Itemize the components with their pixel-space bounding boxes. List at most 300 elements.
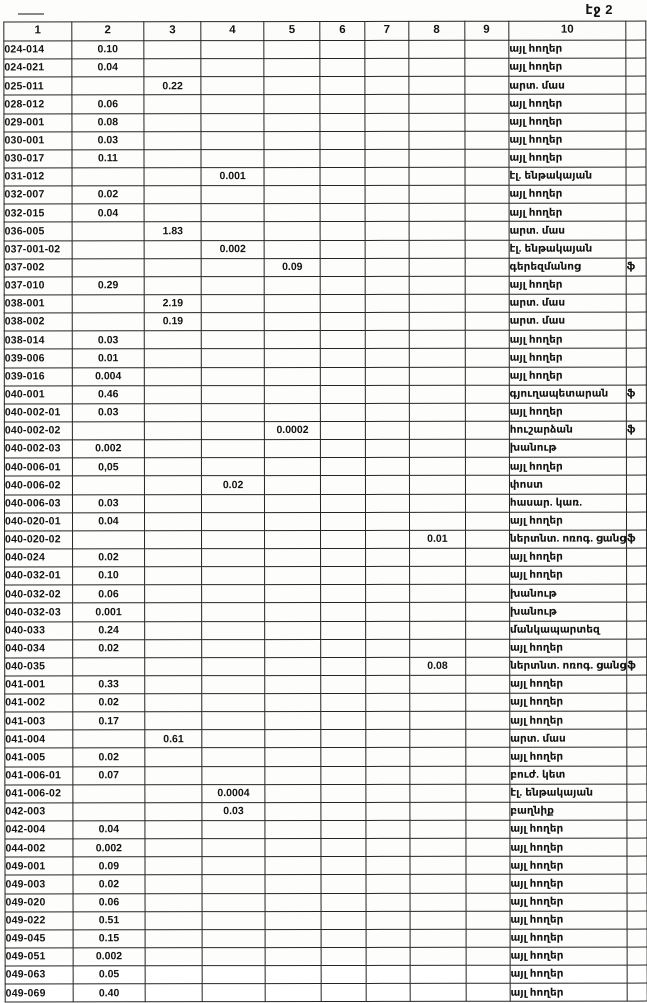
area-value-cell (320, 113, 364, 131)
area-value-cell: 0.05 (73, 966, 145, 984)
margin-empty (626, 330, 646, 348)
parcel-code: 040-035 (5, 658, 73, 676)
area-value-cell (465, 494, 509, 512)
area-value-cell (202, 494, 265, 512)
area-value-cell: 0.03 (72, 331, 144, 349)
area-value-cell: 0.002 (72, 440, 144, 458)
margin-empty (627, 748, 647, 766)
column-header: 3 (144, 22, 201, 41)
area-value-cell (144, 204, 201, 222)
area-value-cell (321, 585, 365, 603)
area-value-cell (145, 821, 202, 839)
margin-empty (627, 965, 647, 983)
area-value-cell (265, 966, 322, 984)
area-value-cell (144, 113, 201, 131)
area-value-cell (409, 58, 464, 76)
area-value-cell (465, 421, 509, 439)
area-value-cell (321, 567, 365, 585)
land-use-label: հասար. կառ. (509, 494, 626, 512)
land-use-label: խանութ (509, 602, 626, 620)
area-value-cell (321, 258, 365, 276)
area-value-cell (145, 712, 202, 730)
margin-empty (626, 94, 646, 112)
margin-empty (626, 240, 646, 258)
area-value-cell (145, 621, 202, 639)
area-value-cell (321, 349, 365, 367)
area-value-cell (145, 893, 202, 911)
area-value-cell (321, 512, 365, 530)
area-value-cell (202, 567, 265, 585)
area-value-cell (145, 603, 202, 621)
area-value-cell (144, 258, 201, 276)
area-value-cell (365, 349, 409, 367)
table-row (4, 40, 646, 59)
margin-annotation-mark: ֆ (626, 385, 646, 403)
land-use-label: այլ հողեր (510, 965, 627, 983)
area-value-cell (409, 331, 464, 349)
table-body (4, 40, 647, 1002)
area-value-cell (144, 41, 201, 59)
area-value-cell: 0.03 (72, 494, 144, 512)
parcel-code: 049-069 (5, 984, 73, 1002)
area-value-cell (365, 530, 409, 548)
area-value-cell (202, 512, 265, 530)
area-value-cell (365, 566, 409, 584)
parcel-code: 040-002-02 (4, 422, 72, 440)
area-value-cell (144, 458, 201, 476)
area-value-cell (410, 585, 465, 603)
area-value-cell (73, 730, 145, 748)
area-value-cell (321, 222, 365, 240)
area-value-cell: 0.002 (73, 948, 145, 966)
area-value-cell (72, 295, 144, 313)
area-value-cell (409, 312, 464, 330)
area-value-cell (321, 911, 365, 929)
area-value-cell (264, 476, 321, 494)
area-value-cell (265, 639, 322, 657)
area-value-cell (366, 730, 410, 748)
land-use-label: գյուղապետարան (509, 385, 626, 403)
margin-empty (627, 802, 647, 820)
area-value-cell (465, 294, 509, 312)
parcel-code: 037-010 (4, 277, 72, 295)
area-value-cell: 0.04 (73, 821, 145, 839)
area-value-cell (465, 312, 509, 330)
land-use-label: այլ հողեր (509, 185, 626, 203)
table-row (4, 385, 646, 404)
parcel-code: 049-003 (5, 875, 73, 893)
area-value-cell (409, 367, 464, 385)
area-value-cell (409, 185, 464, 203)
area-value-cell (465, 439, 509, 457)
parcel-code: 041-005 (5, 748, 73, 766)
area-value-cell (320, 167, 364, 185)
land-use-label: այլ հողեր (509, 367, 626, 385)
margin-empty (627, 457, 647, 475)
area-value-cell (365, 476, 409, 494)
table-row (5, 566, 647, 585)
area-value-cell (264, 512, 321, 530)
area-value-cell (466, 911, 510, 929)
area-value-cell (366, 984, 410, 1002)
area-value-cell: 0.29 (72, 277, 144, 295)
parcel-code: 049-001 (5, 857, 73, 875)
land-use-label: այլ հողեր (510, 893, 627, 911)
table-row (5, 584, 647, 603)
margin-empty (627, 494, 647, 512)
area-value-cell (466, 947, 510, 965)
area-value-cell (465, 330, 509, 348)
land-use-label: այլ հողեր (509, 403, 626, 421)
land-use-label: բուժ. կետ (510, 766, 627, 784)
area-value-cell (465, 530, 509, 548)
land-use-label: արտ. մաս (509, 312, 626, 330)
margin-empty (626, 312, 646, 330)
parcel-code: 040-002-03 (4, 440, 72, 458)
land-use-label: արտ. մաս (510, 729, 627, 747)
parcel-code: 041-006-02 (5, 785, 73, 803)
table-row (5, 530, 647, 549)
margin-empty (627, 566, 647, 584)
area-value-cell (264, 313, 321, 331)
land-use-label: էլ. ենթակայան (509, 240, 626, 258)
area-value-cell (144, 240, 201, 258)
table-row (4, 221, 646, 240)
land-use-label: այլ հողեր (509, 203, 626, 221)
table-row (5, 729, 647, 748)
area-value-cell (466, 965, 510, 983)
area-value-cell (321, 820, 365, 838)
area-value-cell: 0.001 (72, 603, 144, 621)
area-value-cell (202, 639, 265, 657)
area-value-cell (202, 875, 265, 893)
area-value-cell (409, 77, 464, 95)
area-value-cell (144, 494, 201, 512)
table-row (4, 94, 646, 113)
parcel-code: 039-016 (4, 367, 72, 385)
area-value-cell (264, 567, 321, 585)
land-use-label: այլ հողեր (510, 693, 627, 711)
area-value-cell (464, 40, 508, 58)
area-value-cell (465, 838, 509, 856)
area-value-cell (265, 948, 322, 966)
table-row (4, 421, 646, 440)
table-row (4, 403, 646, 422)
area-value-cell (145, 911, 202, 929)
area-value-cell (366, 802, 410, 820)
area-value-cell (409, 258, 464, 276)
area-value-cell (410, 693, 465, 711)
area-value-cell (265, 766, 322, 784)
area-value-cell (264, 349, 321, 367)
area-value-cell (410, 603, 465, 621)
area-value-cell (145, 585, 202, 603)
area-value-cell (264, 131, 321, 149)
table-row (4, 258, 646, 277)
area-value-cell (409, 95, 464, 113)
area-value-cell (321, 675, 365, 693)
area-value-cell (365, 204, 409, 222)
parcel-code: 038-014 (4, 331, 72, 349)
area-value-cell (465, 730, 509, 748)
land-use-label: այլ հողեր (509, 512, 626, 530)
area-value-cell (465, 802, 509, 820)
area-value-cell: 0.46 (72, 385, 144, 403)
area-value-cell (321, 367, 365, 385)
area-value-cell (145, 549, 202, 567)
land-use-label: ներտնտ. ոռոգ. ցանց (509, 530, 626, 548)
area-value-cell (202, 530, 265, 548)
area-value-cell (409, 222, 464, 240)
parcel-code: 037-001-02 (4, 240, 72, 258)
area-value-cell (72, 222, 144, 240)
area-value-cell (144, 186, 201, 204)
area-value-cell (264, 621, 321, 639)
area-value-cell (466, 875, 510, 893)
area-value-cell (366, 929, 410, 947)
parcel-code: 024-021 (4, 59, 72, 77)
area-value-cell (72, 476, 144, 494)
table-row (4, 457, 646, 476)
margin-empty (626, 203, 646, 221)
parcel-code: 041-002 (5, 694, 73, 712)
area-value-cell (366, 893, 410, 911)
margin-empty (626, 403, 646, 421)
table-row (5, 983, 647, 1002)
area-value-cell (145, 839, 202, 857)
area-value-cell (365, 675, 409, 693)
area-value-cell (465, 657, 509, 675)
area-value-cell (202, 748, 265, 766)
area-value-cell (72, 313, 144, 331)
margin-empty (626, 58, 646, 76)
area-value-cell (410, 639, 465, 657)
area-value-cell: 0.04 (72, 59, 144, 77)
area-value-cell (465, 675, 509, 693)
area-value-cell (264, 530, 321, 548)
area-value-cell (264, 294, 321, 312)
area-value-cell: 0.001 (201, 168, 264, 186)
area-value-cell (465, 621, 509, 639)
area-value-cell (365, 77, 409, 95)
land-use-label: այլ հողեր (510, 639, 627, 657)
margin-empty (626, 367, 646, 385)
area-value-cell (465, 512, 509, 530)
area-value-cell (145, 567, 202, 585)
page-number-label: էջ 2 (585, 2, 613, 17)
area-value-cell (265, 748, 322, 766)
area-value-cell (321, 494, 365, 512)
area-value-cell: 0.07 (73, 766, 145, 784)
area-value-cell (465, 566, 509, 584)
area-value-cell (464, 77, 508, 95)
area-value-cell (409, 113, 464, 131)
area-value-cell (322, 947, 366, 965)
area-value-cell (202, 911, 265, 929)
area-value-cell (409, 240, 464, 258)
area-value-cell (73, 803, 145, 821)
area-value-cell (202, 694, 265, 712)
area-value-cell (72, 258, 144, 276)
table-row (5, 602, 647, 621)
area-value-cell: 0.02 (72, 549, 144, 567)
area-value-cell (465, 476, 509, 494)
margin-empty (627, 584, 647, 602)
table-row (5, 856, 647, 875)
area-value-cell (321, 875, 365, 893)
margin-empty (626, 276, 646, 294)
table-row (5, 711, 647, 730)
area-value-cell (202, 385, 265, 403)
area-value-cell (265, 821, 322, 839)
land-use-label: այլ հողեր (509, 95, 626, 113)
area-value-cell (321, 839, 365, 857)
area-value-cell (465, 603, 509, 621)
land-use-label: էլ. ենթակայան (510, 784, 627, 802)
area-value-cell (365, 548, 409, 566)
land-use-label: այլ հողեր (509, 131, 626, 149)
land-use-label: բաղնիք (510, 802, 627, 820)
table-row (5, 766, 647, 785)
area-value-cell (365, 258, 409, 276)
area-value-cell (145, 676, 202, 694)
area-value-cell: 1.83 (144, 222, 201, 240)
table-row (4, 294, 646, 313)
land-use-label: այլ հողեր (510, 947, 627, 965)
area-value-cell (264, 77, 321, 95)
table-row (5, 512, 647, 531)
area-value-cell (465, 693, 509, 711)
area-value-cell (201, 113, 264, 131)
margin-empty (627, 947, 647, 965)
land-use-label: այլ հողեր (510, 911, 627, 929)
area-value-cell (145, 766, 202, 784)
margin-empty (627, 983, 647, 1001)
area-value-cell (202, 657, 265, 675)
area-value-cell (410, 748, 465, 766)
table-row (5, 802, 647, 821)
area-value-cell (409, 167, 464, 185)
area-value-cell (202, 549, 265, 567)
area-value-cell: 0.24 (72, 621, 144, 639)
area-value-cell (201, 149, 264, 167)
table-row (4, 113, 646, 132)
area-value-cell (320, 186, 364, 204)
area-value-cell (365, 403, 409, 421)
parcel-code: 024-014 (4, 41, 72, 59)
area-value-cell (73, 785, 145, 803)
parcel-code: 040-032-02 (5, 585, 73, 603)
area-value-cell (321, 621, 365, 639)
area-value-cell (366, 947, 410, 965)
area-value-cell (410, 857, 465, 875)
area-value-cell (321, 766, 365, 784)
margin-empty (627, 675, 647, 693)
area-value-cell (264, 240, 321, 258)
table-row (5, 911, 647, 930)
parcel-code: 049-063 (5, 966, 73, 984)
area-value-cell (264, 113, 321, 131)
area-value-cell (366, 820, 410, 838)
area-value-cell (321, 440, 365, 458)
margin-empty (626, 348, 646, 366)
area-value-cell (321, 712, 365, 730)
area-value-cell (321, 548, 365, 566)
area-value-cell (465, 349, 509, 367)
area-value-cell (366, 766, 410, 784)
parcel-code: 040-006-01 (4, 458, 72, 476)
area-value-cell: 0.10 (72, 41, 144, 59)
margin-empty (627, 820, 647, 838)
table-row (5, 621, 647, 640)
area-value-cell (201, 95, 264, 113)
area-value-cell (264, 186, 321, 204)
area-value-cell (201, 59, 264, 77)
area-value-cell (321, 530, 365, 548)
area-value-cell (366, 712, 410, 730)
area-value-cell (201, 77, 264, 95)
area-value-cell (320, 131, 364, 149)
area-value-cell (365, 331, 409, 349)
area-value-cell (202, 313, 265, 331)
area-value-cell: 0.03 (72, 404, 144, 422)
area-value-cell (202, 893, 265, 911)
area-value-cell (264, 276, 321, 294)
area-value-cell (265, 730, 322, 748)
area-value-cell (321, 331, 365, 349)
land-use-label: այլ հողեր (509, 348, 626, 366)
area-value-cell (410, 802, 465, 820)
area-value-cell: 0.004 (72, 367, 144, 385)
margin-empty (626, 149, 646, 167)
area-value-cell: 0.11 (72, 150, 144, 168)
area-value-cell (410, 439, 465, 457)
area-value-cell (144, 403, 201, 421)
area-value-cell (465, 784, 509, 802)
column-header: 4 (201, 22, 264, 41)
area-value-cell (265, 929, 322, 947)
area-value-cell: 0.04 (72, 204, 144, 222)
column-header: 2 (72, 22, 144, 41)
table-header-row (4, 21, 646, 41)
area-value-cell: 0.06 (72, 585, 144, 603)
area-value-cell (145, 530, 202, 548)
area-value-cell (202, 295, 265, 313)
margin-empty (627, 784, 647, 802)
area-value-cell (320, 95, 364, 113)
table-row (4, 475, 646, 494)
area-value-cell (465, 167, 509, 185)
land-use-label: այլ հողեր (510, 983, 627, 1001)
table-row (5, 675, 647, 694)
parcel-code: 029-001 (4, 113, 72, 131)
area-value-cell (202, 730, 265, 748)
parcel-code: 028-012 (4, 95, 72, 113)
area-value-cell: 0.06 (73, 893, 145, 911)
area-value-cell (144, 59, 201, 77)
area-value-cell (410, 548, 465, 566)
land-use-label: այլ հողեր (509, 276, 626, 294)
area-value-cell (144, 331, 201, 349)
area-value-cell (320, 40, 364, 58)
area-value-cell (202, 367, 265, 385)
area-value-cell (465, 204, 509, 222)
area-value-cell (466, 929, 510, 947)
table-row (4, 167, 646, 186)
area-value-cell (202, 676, 265, 694)
area-value-cell (264, 548, 321, 566)
area-value-cell (465, 748, 509, 766)
